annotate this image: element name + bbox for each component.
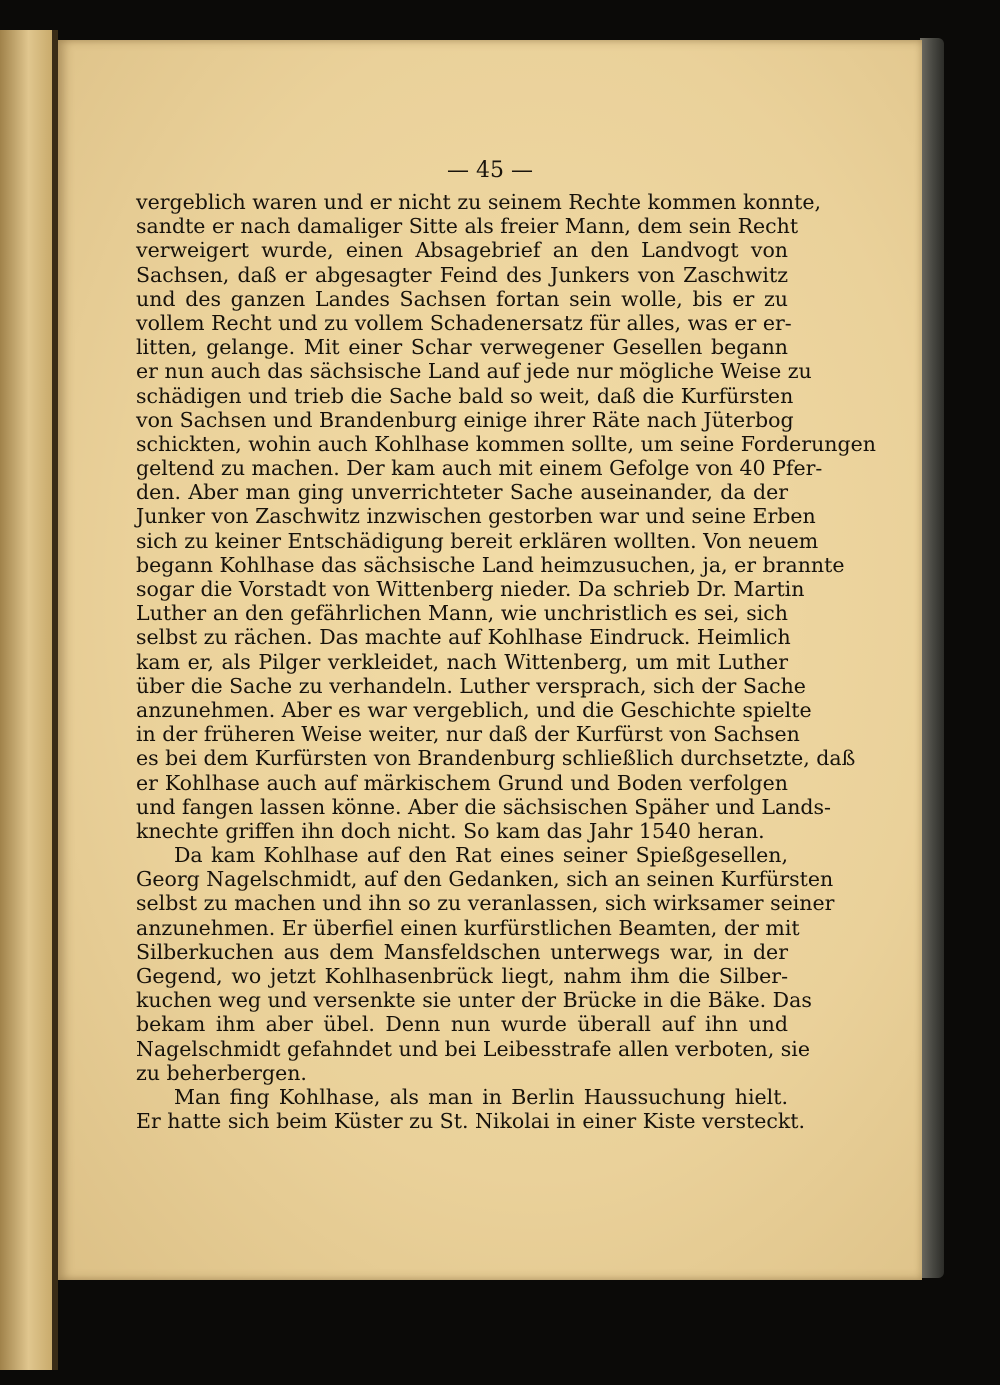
text-line: den. Aber man ging unverrichteter Sache auseinander, da der	[136, 480, 788, 505]
text-line: Er hatte sich beim Küster zu St. Nikolai in einer Kiste versteckt.	[136, 1109, 806, 1134]
text-line: begann Kohlhase das sächsische Land heimzusuchen, ja, er brannte	[136, 552, 845, 577]
text-line: selbst zu machen und ihn so zu veranlassen, sich wirksamer seiner	[136, 891, 835, 916]
book-cover-edge	[920, 38, 944, 1278]
text-line: Gegend, wo jetzt Kohlhasenbrück liegt, nahm ihm die Silber-	[136, 964, 788, 988]
text-line: über die Sache zu verhandeln. Luther versprach, sich der Sache	[136, 673, 806, 698]
text-line: und des ganzen Landes Sachsen fortan sein wolle, bis er zu	[136, 286, 788, 311]
text-line: selbst zu rächen. Das machte auf Kohlhase Eindruck. Heimlich	[136, 625, 791, 650]
body-text	[136, 190, 876, 1134]
left-page-edge	[0, 30, 52, 1370]
text-line: vergeblich waren und er nicht zu seinem Rechte kommen konnte,	[136, 190, 822, 214]
text-line: in der früheren Weise weiter, nur daß der Kurfürst von Sachsen	[136, 722, 800, 747]
text-line: knechte griffen ihn doch nicht. So kam das Jahr 1540 heran.	[136, 818, 765, 843]
text-line: kam er, als Pilger verkleidet, nach Wittenberg, um mit Luther	[136, 649, 788, 674]
page-number: — 45 —	[447, 158, 533, 183]
text-line: kuchen weg und versenkte sie unter der Brücke in die Bäke. Das	[136, 988, 812, 1013]
text-line: bekam ihm aber übel. Denn nun wurde überall auf ihn und	[136, 1012, 788, 1037]
text-line: anzunehmen. Aber es war vergeblich, und die Geschichte spielte	[136, 697, 812, 722]
text-line: verweigert wurde, einen Absagebrief an den Landvogt von	[136, 238, 788, 263]
text-line: Sachsen, daß er abgesagter Feind des Junkers von Zaschwitz	[136, 262, 788, 287]
text-line: schädigen und trieb die Sache bald so weit, daß die Kurfürsten	[136, 383, 794, 408]
text-line: vollem Recht und zu vollem Schadenersatz für alles, was er er-	[136, 310, 792, 335]
text-line: Luther an den gefährlichen Mann, wie unchristlich es sei, sich	[136, 601, 788, 626]
text-line: er Kohlhase auch auf märkischem Grund und Boden verfolgen	[136, 770, 788, 795]
text-line: geltend zu machen. Der kam auch mit einem Gefolge von 40 Pfer-	[136, 456, 823, 481]
text-line: Junker von Zaschwitz inzwischen gestorben war und seine Erben	[136, 504, 816, 529]
text-line: anzunehmen. Er überfiel einen kurfürstlichen Beamten, der mit	[136, 915, 800, 940]
text-line: litten, gelange. Mit einer Schar verwegener Gesellen begann	[136, 335, 788, 360]
text-line: er nun auch das sächsische Land auf jede nur mögliche Weise zu	[136, 359, 812, 384]
text-line: zu beherbergen.	[136, 1060, 307, 1085]
text-line: Da kam Kohlhase auf den Rat eines seiner Spießgesellen,	[174, 843, 788, 868]
text-line: sandte er nach damaliger Sitte als freier Mann, dem sein Recht	[136, 214, 799, 239]
text-line: und fangen lassen könne. Aber die sächsischen Späher und Lands-	[136, 794, 831, 819]
text-line: Man fing Kohlhase, als man in Berlin Haussuchung hielt.	[174, 1084, 788, 1109]
text-line: sogar die Vorstadt von Wittenberg nieder. Da schrieb Dr. Martin	[136, 577, 805, 601]
text-line: Silberkuchen aus dem Mansfeldschen unterwegs war, in der	[136, 939, 788, 964]
text-line: sich zu keiner Entschädigung bereit erklären wollten. Von neuem	[136, 528, 819, 553]
text-line: Nagelschmidt gefahndet und bei Leibesstrafe allen verboten, sie	[136, 1036, 810, 1061]
text-line: von Sachsen und Brandenburg einige ihrer Räte nach Jüterbog	[136, 407, 794, 432]
text-line: schickten, wohin auch Kohlhase kommen sollte, um seine Forderungen	[136, 431, 876, 456]
text-line: Georg Nagelschmidt, auf den Gedanken, sich an seinen Kurfürsten	[136, 867, 834, 892]
text-line: es bei dem Kurfürsten von Brandenburg schließlich durchsetzte, daß	[136, 746, 856, 771]
book-page	[58, 40, 922, 1280]
